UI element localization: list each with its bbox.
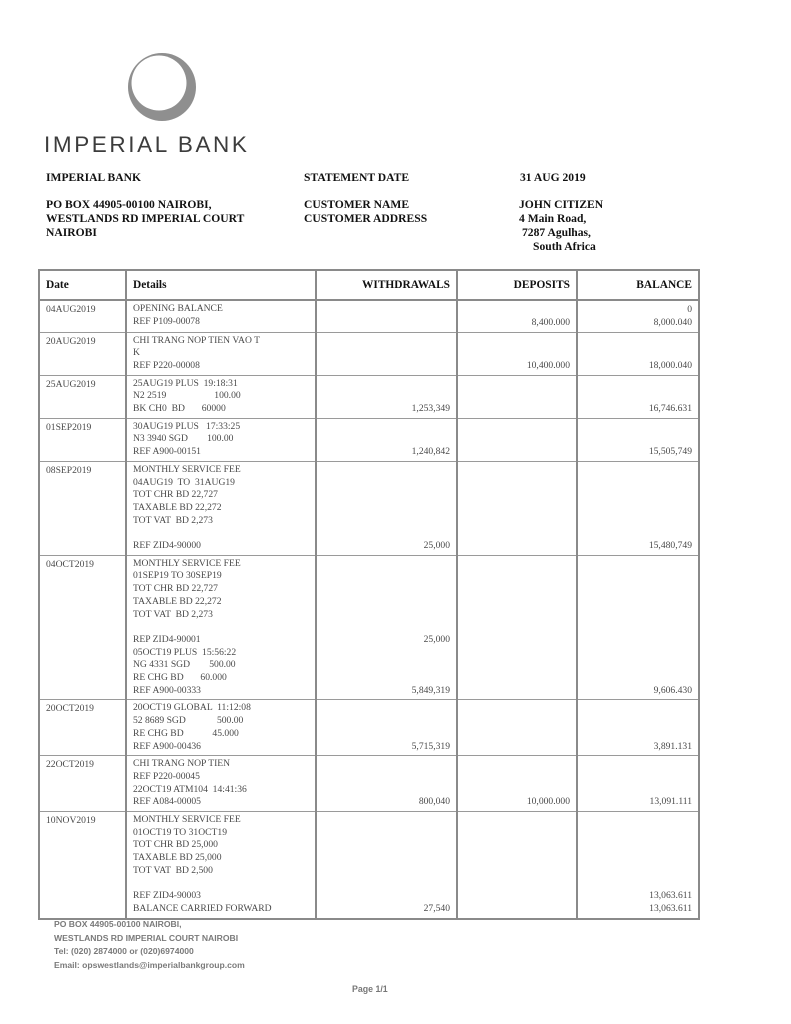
detail-line: REF A084-00005 bbox=[133, 796, 201, 808]
balance-amount: 3,891.131 bbox=[653, 740, 692, 752]
table-row bbox=[39, 418, 699, 461]
cell-details bbox=[126, 332, 316, 375]
deposit-amount: 8,400.000 bbox=[531, 316, 570, 328]
statement-date: 31 AUG 2019 bbox=[520, 171, 586, 184]
cell-withdrawal bbox=[316, 555, 457, 700]
detail-line: REP ZID4-90001 bbox=[133, 633, 201, 645]
cell-withdrawal bbox=[316, 461, 457, 555]
detail-line: TAXABLE BD 22,272 bbox=[133, 595, 222, 607]
detail-line: MONTHLY SERVICE FEE bbox=[133, 557, 241, 569]
detail-line: RE CHG BD 45.000 bbox=[133, 727, 239, 739]
col-header-details: Details bbox=[126, 270, 316, 300]
cell-details bbox=[126, 461, 316, 555]
cell-balance bbox=[577, 700, 699, 756]
detail-line bbox=[133, 527, 315, 540]
balance-amount: 13,063.611 bbox=[649, 890, 692, 902]
detail-line: NG 4331 SGD 500.00 bbox=[133, 659, 236, 671]
customer-name: JOHN CITIZEN bbox=[519, 198, 604, 211]
detail-line: 22OCT19 ATM104 14:41:36 bbox=[133, 783, 247, 795]
cell-deposit bbox=[457, 700, 577, 756]
table-row bbox=[39, 375, 699, 418]
withdrawal-amount: 800,040 bbox=[418, 796, 450, 808]
table-row bbox=[39, 300, 699, 332]
detail-line: 20OCT19 GLOBAL 11:12:08 bbox=[133, 702, 251, 714]
col-header-balance: BALANCE bbox=[577, 270, 699, 300]
detail-line: 04AUG19 TO 31AUG19 bbox=[133, 476, 235, 488]
customer-address-line: 4 Main Road, bbox=[519, 212, 587, 225]
bank-logo-wordmark: IMPERIAL BANK bbox=[44, 132, 250, 157]
detail-line: TOT VAT BD 2,273 bbox=[133, 514, 213, 526]
balance-amount: 9,606.430 bbox=[653, 684, 692, 696]
detail-line: CHI TRANG NOP TIEN VAO T bbox=[133, 334, 260, 346]
customer-address-label: CUSTOMER ADDRESS bbox=[304, 212, 428, 225]
col-header-withdrawals: WITHDRAWALS bbox=[316, 270, 457, 300]
col-header-date: Date bbox=[39, 270, 126, 300]
footer-line: PO BOX 44905-00100 NAIROBI, bbox=[54, 919, 182, 929]
cell-details bbox=[126, 700, 316, 756]
detail-line: BALANCE CARRIED FORWARD bbox=[133, 902, 272, 914]
table-row bbox=[39, 700, 699, 756]
deposit-amount: 10,000.000 bbox=[526, 796, 570, 808]
detail-line: 05OCT19 PLUS 15:56:22 bbox=[133, 646, 237, 658]
cell-deposit bbox=[457, 812, 577, 919]
detail-line: TOT CHR BD 22,727 bbox=[133, 583, 218, 595]
withdrawal-amount: 27,540 bbox=[423, 902, 450, 914]
cell-balance bbox=[577, 300, 699, 332]
cell-withdrawal bbox=[316, 700, 457, 756]
detail-line: N2 2519 100.00 bbox=[133, 390, 241, 402]
balance-amount: 13,063.611 bbox=[649, 902, 692, 914]
cell-withdrawal bbox=[316, 756, 457, 812]
footer-line: WESTLANDS RD IMPERIAL COURT NAIROBI bbox=[54, 932, 239, 943]
detail-line: REF A900-00436 bbox=[133, 740, 201, 752]
cell-deposit bbox=[457, 332, 577, 375]
detail-line: 01OCT19 TO 31OCT19 bbox=[133, 826, 227, 838]
balance-amount: 8,000.040 bbox=[653, 316, 692, 328]
cell-withdrawal bbox=[316, 418, 457, 461]
cell-deposit bbox=[457, 300, 577, 332]
detail-line: TOT CHR BD 25,000 bbox=[133, 839, 218, 851]
cell-withdrawal bbox=[316, 300, 457, 332]
cell-date: 01SEP2019 bbox=[39, 418, 126, 461]
statement-date-label: STATEMENT DATE bbox=[304, 171, 410, 184]
detail-line: 30AUG19 PLUS 17:33:25 bbox=[133, 420, 241, 432]
detail-line: CHI TRANG NOP TIEN bbox=[133, 758, 231, 770]
balance-amount: 15,505,749 bbox=[648, 446, 692, 458]
cell-date: 20OCT2019 bbox=[39, 700, 126, 756]
deposit-amount: 10,400.000 bbox=[526, 359, 570, 371]
table-row bbox=[39, 555, 699, 700]
detail-line: TOT VAT BD 2,500 bbox=[133, 864, 213, 876]
cell-withdrawal bbox=[316, 812, 457, 919]
table-row bbox=[39, 332, 699, 375]
customer-details bbox=[519, 198, 603, 254]
cell-deposit bbox=[457, 555, 577, 700]
detail-line: REF P220-00008 bbox=[133, 359, 200, 371]
cell-date: 04OCT2019 bbox=[39, 555, 126, 700]
cell-withdrawal bbox=[316, 375, 457, 418]
detail-line: TAXABLE BD 22,272 bbox=[133, 501, 222, 513]
detail-line: MONTHLY SERVICE FEE bbox=[133, 463, 241, 475]
cell-details bbox=[126, 375, 316, 418]
cell-balance bbox=[577, 375, 699, 418]
customer-name-label: CUSTOMER NAME bbox=[304, 198, 410, 211]
cell-deposit bbox=[457, 375, 577, 418]
footer-contact bbox=[54, 918, 245, 972]
withdrawal-amount: 25,000 bbox=[423, 633, 450, 645]
table-row bbox=[39, 461, 699, 555]
detail-line bbox=[133, 878, 315, 891]
detail-line: 52 8689 SGD 500.00 bbox=[133, 715, 244, 727]
cell-date: 25AUG2019 bbox=[39, 375, 126, 418]
customer-address-line: 7287 Agulhas, bbox=[522, 226, 591, 239]
balance-amount: 0 bbox=[687, 304, 692, 315]
cell-details bbox=[126, 300, 316, 332]
col-header-deposits: DEPOSITS bbox=[457, 270, 577, 300]
cell-date: 08SEP2019 bbox=[39, 461, 126, 555]
detail-line: TAXABLE BD 25,000 bbox=[133, 852, 222, 864]
detail-line: RE CHG BD 60.000 bbox=[133, 672, 227, 684]
detail-line: OPENING BALANCE bbox=[133, 303, 223, 314]
detail-line: 25AUG19 PLUS 19:18:31 bbox=[133, 377, 238, 389]
transactions-table bbox=[38, 269, 700, 920]
cell-details bbox=[126, 812, 316, 919]
detail-line: TOT VAT BD 2,273 bbox=[133, 608, 213, 620]
page-number: Page 1/1 bbox=[352, 984, 388, 994]
cell-date: 04AUG2019 bbox=[39, 300, 126, 332]
cell-date: 20AUG2019 bbox=[39, 332, 126, 375]
transactions-body bbox=[39, 300, 699, 919]
detail-line: K bbox=[133, 347, 140, 359]
cell-balance bbox=[577, 555, 699, 700]
withdrawal-amount: 25,000 bbox=[423, 540, 450, 552]
detail-line: REF ZID4-90000 bbox=[133, 540, 201, 552]
detail-line bbox=[133, 621, 315, 634]
footer-line: Email: opswestlands@imperialbankgroup.com bbox=[54, 959, 245, 970]
balance-amount: 15,480,749 bbox=[648, 540, 692, 552]
table-header-row bbox=[39, 270, 699, 300]
table-row bbox=[39, 756, 699, 812]
detail-line: 01SEP19 TO 30SEP19 bbox=[133, 570, 222, 582]
bank-address-line: WESTLANDS RD IMPERIAL COURT bbox=[46, 212, 245, 225]
bank-name: IMPERIAL BANK bbox=[46, 171, 142, 184]
withdrawal-amount: 1,253,349 bbox=[411, 403, 450, 415]
balance-amount: 16,746.631 bbox=[648, 403, 692, 415]
cell-details bbox=[126, 756, 316, 812]
table-row bbox=[39, 812, 699, 919]
balance-amount: 18,000.040 bbox=[648, 359, 692, 371]
detail-line: BK CH0 BD 60000 bbox=[133, 403, 226, 415]
detail-line: REF A900-00151 bbox=[133, 446, 201, 458]
cell-date: 22OCT2019 bbox=[39, 756, 126, 812]
detail-line: MONTHLY SERVICE FEE bbox=[133, 814, 241, 826]
cell-balance bbox=[577, 418, 699, 461]
detail-line: REF ZID4-90003 bbox=[133, 890, 201, 902]
detail-line: REF P220-00045 bbox=[133, 770, 200, 782]
cell-deposit bbox=[457, 756, 577, 812]
cell-withdrawal bbox=[316, 332, 457, 375]
customer-labels bbox=[304, 198, 427, 226]
bank-address-line: NAIROBI bbox=[46, 226, 97, 239]
cell-deposit bbox=[457, 461, 577, 555]
cell-deposit bbox=[457, 418, 577, 461]
bank-address-line: PO BOX 44905-00100 NAIROBI, bbox=[46, 198, 212, 211]
cell-date: 10NOV2019 bbox=[39, 812, 126, 919]
balance-amount: 13,091.111 bbox=[649, 796, 692, 808]
cell-balance bbox=[577, 812, 699, 919]
withdrawal-amount: 5,715,319 bbox=[411, 740, 450, 752]
cell-balance bbox=[577, 756, 699, 812]
footer-line: Tel: (020) 2874000 or (020)6974000 bbox=[54, 946, 194, 957]
cell-details bbox=[126, 555, 316, 700]
cell-balance bbox=[577, 332, 699, 375]
detail-line: REF P109-00078 bbox=[133, 315, 200, 327]
crescent-circle-icon bbox=[122, 52, 202, 122]
cell-balance bbox=[577, 461, 699, 555]
withdrawal-amount: 5,849,319 bbox=[411, 684, 450, 696]
withdrawal-amount: 1,240,842 bbox=[411, 446, 450, 458]
customer-address-line: South Africa bbox=[533, 240, 596, 253]
detail-line: N3 3940 SGD 100.00 bbox=[133, 433, 234, 445]
detail-line: REF A900-00333 bbox=[133, 684, 201, 696]
detail-line: TOT CHR BD 22,727 bbox=[133, 489, 218, 501]
bank-address bbox=[46, 198, 244, 240]
cell-details bbox=[126, 418, 316, 461]
